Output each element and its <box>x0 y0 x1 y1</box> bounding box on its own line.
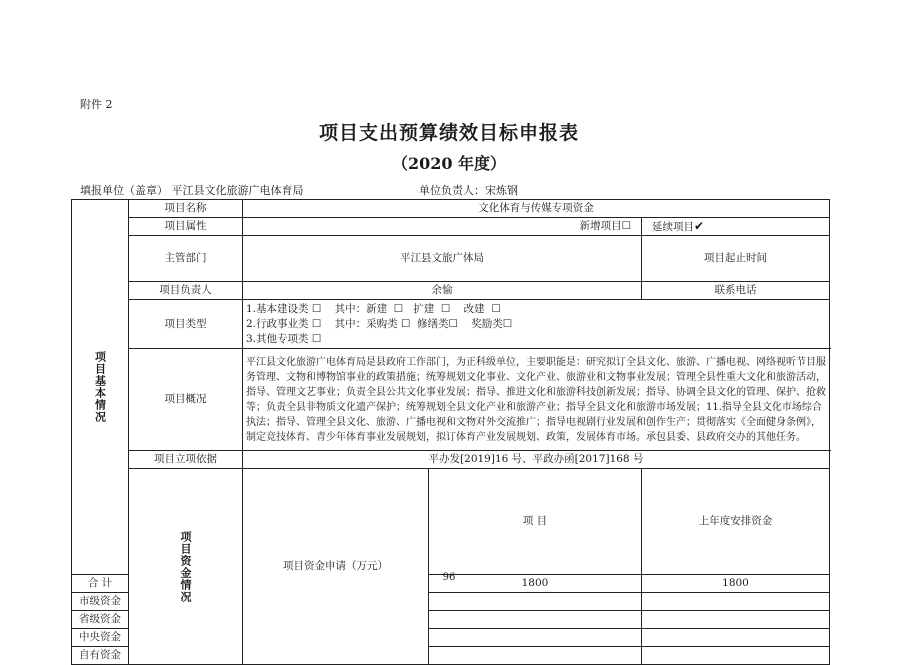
row-project-name <box>72 200 830 218</box>
project-attr-label: 项目属性 <box>129 218 243 236</box>
type-line-1: 1.基本建设类 ☐ 其中：新建 ☐ 扩建 ☐ 改建 ☐ <box>246 302 501 315</box>
funds-line-last <box>429 647 642 665</box>
funds-line-last <box>429 611 642 629</box>
owner-value: 余愉 <box>243 282 642 300</box>
owner-label: 项目负责人 <box>129 282 243 300</box>
declaration-table <box>71 199 830 665</box>
basis-label: 项目立项依据 <box>129 451 243 469</box>
type-line-3: 3.其他专项类 ☐ <box>246 332 322 345</box>
row-dept <box>72 236 830 282</box>
col-item-header: 项 目 <box>429 469 642 575</box>
dept-value: 平江县文旅广体局 <box>243 236 642 282</box>
funds-line-label: 省级资金 <box>72 611 129 629</box>
fill-unit: 填报单位（盖章） 平江县文化旅游广电体育局 <box>80 184 304 197</box>
row-owner <box>72 282 830 300</box>
checkmark-icon: ✔ <box>694 218 705 233</box>
attr-new-option: 新增项目☐ <box>243 218 642 236</box>
unit-responsible: 单位负责人：宋炼钢 <box>419 184 518 197</box>
row-basis <box>72 451 830 469</box>
row-project-attr <box>72 218 830 236</box>
period-label: 项目起止时间 <box>642 236 830 282</box>
overview-label: 项目概况 <box>129 349 243 451</box>
funds-line-label: 中央资金 <box>72 629 129 647</box>
funds-line-this: 1800 <box>642 575 830 593</box>
page-title: 项目支出预算绩效目标申报表 <box>318 122 579 144</box>
page-number: 96 <box>442 572 456 583</box>
overview-text: 平江县文化旅游广电体育局是县政府工作部门，为正科级单位，主要职能是：研究拟订全县文化、旅游、广播电视、网络视听节目服务管理、文物和博物馆事业的政策措施；统筹规划文化事业、文化产业、旅游业和文物事业发展；管理全县性重大文化和旅游活动，指导、管理文艺事业；负责全县公共文化事业发展；指导、推进文化和旅游科技创新发展；指导、协调全县文化的管理、保护、抢救等；负责全县非物质文化遗产保护；统筹规划全县文化产业和旅游产业；指导全县文化和旅游市场发展；11.指导全县文化市场综合执法；指导、管理全县文化、旅游、广播电视和文物对外交流推广；指导电视剧行业发展和创作生产；贯彻落实《全面健身条例》，制定竞技体育、青少年体育事业发展规划，拟订体育产业发展规划、政策，发展体育市场。承包县委、县政府交办的其他任务。 <box>243 349 830 451</box>
funds-line-label: 市级资金 <box>72 593 129 611</box>
funds-line-this <box>642 611 830 629</box>
funds-line-this <box>642 593 830 611</box>
col-last-year-header: 上年度安排资金 <box>642 469 830 575</box>
phone-label: 联系电话 <box>642 282 830 300</box>
attachment-label: 附件 2 <box>80 98 113 111</box>
row-funds-header <box>72 469 830 575</box>
funds-line-this <box>642 647 830 665</box>
funds-line-last <box>429 593 642 611</box>
type-label: 项目类型 <box>129 300 243 349</box>
type-line-2: 2.行政事业类 ☐ 其中：采购类 ☐ 修缮类☐ 奖励类☐ <box>246 317 513 330</box>
funds-line-label: 合 计 <box>72 575 129 593</box>
type-options <box>243 300 830 349</box>
funds-line-last <box>429 629 642 647</box>
row-overview <box>72 349 830 451</box>
attr-continue-option <box>642 218 830 236</box>
section-basic-info: 项目基本情况 <box>72 200 129 575</box>
section-funds-info: 项目资金情况 <box>129 469 243 665</box>
project-name-label: 项目名称 <box>129 200 243 218</box>
year-subtitle: （2020 年度） <box>391 154 507 173</box>
attr-continue-label: 延续项目 <box>652 220 694 233</box>
funds-apply-label: 项目资金申请（万元） <box>243 469 429 665</box>
dept-label: 主管部门 <box>129 236 243 282</box>
basis-value: 平办发[2019]16 号、平政办函[2017]168 号 <box>243 451 830 469</box>
project-name-value: 文化体育与传媒专项资金 <box>243 200 830 218</box>
funds-line-this <box>642 629 830 647</box>
funds-line-label: 自有资金 <box>72 647 129 665</box>
row-type <box>72 300 830 349</box>
funds-line-last: 1800 <box>429 575 642 593</box>
